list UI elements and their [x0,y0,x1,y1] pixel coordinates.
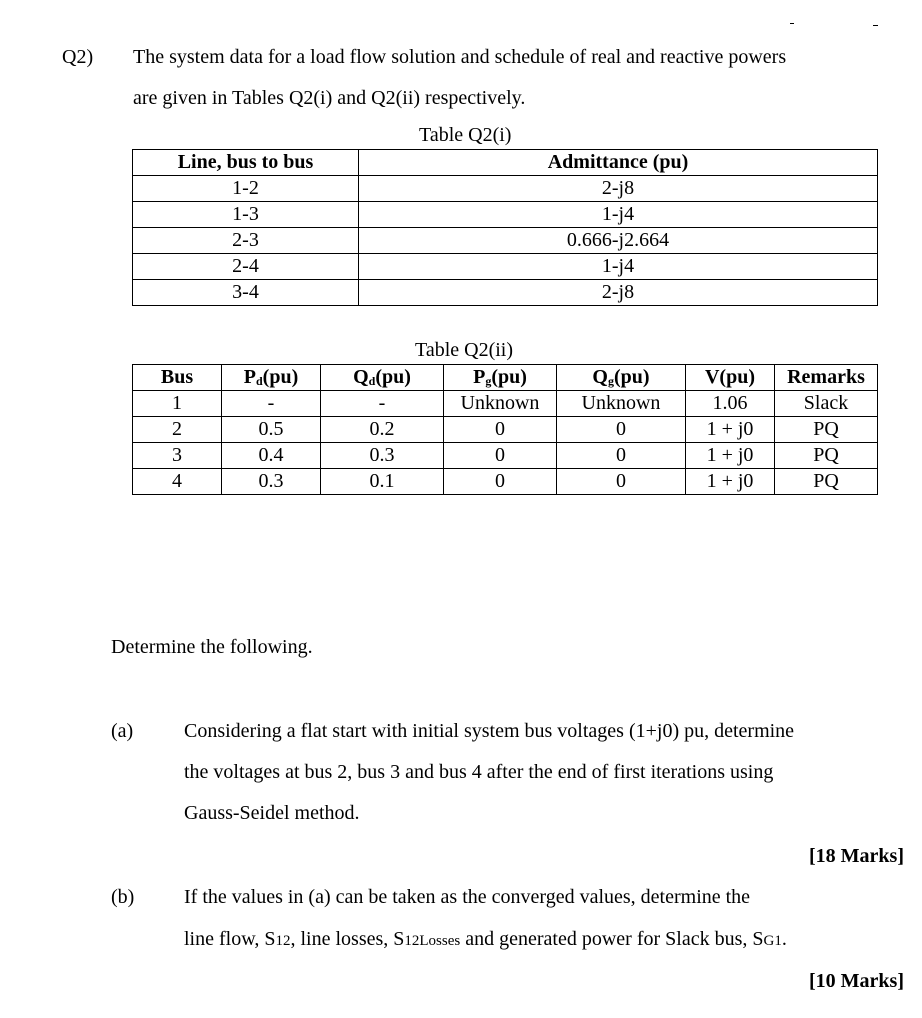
cell-pg: 0 [444,469,557,495]
cell-pg: 0 [444,417,557,443]
admittance-table [132,149,878,306]
cell-line: 2-4 [133,254,359,280]
table2-caption: Table Q2(ii) [415,339,514,361]
cell-remarks: Slack [775,391,878,417]
intro-line-2: are given in Tables Q2(i) and Q2(ii) respectively. [133,87,526,109]
column-header-v: V(pu) [686,365,775,391]
cell-v: 1 + j0 [686,443,775,469]
cell-remarks: PQ [775,443,878,469]
cell-line: 2-3 [133,228,359,254]
table-header-row [133,365,878,391]
sg1-subscript: G1 [763,933,782,949]
cell-v: 1.06 [686,391,775,417]
table-row [133,228,878,254]
cell-pd: 0.4 [222,443,321,469]
table-row [133,202,878,228]
part-a-label: (a) [111,720,134,742]
table-row [133,443,878,469]
cell-line: 3-4 [133,280,359,306]
cell-admittance: 2-j8 [359,176,878,202]
column-header-admittance: Admittance (pu) [359,150,878,176]
table1-caption: Table Q2(i) [419,124,512,146]
table-row [133,417,878,443]
table-row [133,391,878,417]
cell-pg: 0 [444,443,557,469]
cell-qg: 0 [557,469,686,495]
column-header-qd: $Q_d(pu)$ [321,365,444,391]
table-header-row [133,150,878,176]
question-number: Q2) [62,46,94,68]
column-header-pd: $P_d(pu)$ [222,365,321,391]
bus-schedule-table [132,364,878,495]
cell-pd: - [222,391,321,417]
part-b-marks: [10 Marks] [809,970,904,992]
cell-v: 1 + j0 [686,469,775,495]
s12losses-subscript: 12Losses [404,933,461,949]
cell-qd: 0.3 [321,443,444,469]
cell-v: 1 + j0 [686,417,775,443]
scan-mark [790,23,794,24]
scan-mark [873,25,878,26]
table-row [133,469,878,495]
table-row [133,254,878,280]
cell-qg: 0 [557,417,686,443]
cell-pg: Unknown [444,391,557,417]
cell-bus: 1 [133,391,222,417]
part-a-line-2: the voltages at bus 2, bus 3 and bus 4 after the end of first iterations using [184,761,774,783]
table-row [133,280,878,306]
cell-admittance: 1-j4 [359,254,878,280]
cell-line: 1-3 [133,202,359,228]
cell-remarks: PQ [775,469,878,495]
determine-heading: Determine the following. [111,636,313,658]
cell-qg: Unknown [557,391,686,417]
cell-pd: 0.5 [222,417,321,443]
column-header-pg: $P_g(pu)$ [444,365,557,391]
column-header-qg: $Q_g(pu)$ [557,365,686,391]
column-header-bus: Bus [133,365,222,391]
part-a-line-3: Gauss-Seidel method. [184,802,360,824]
cell-admittance: 0.666-j2.664 [359,228,878,254]
cell-bus: 3 [133,443,222,469]
column-header-remarks: Remarks [775,365,878,391]
cell-line: 1-2 [133,176,359,202]
s12-subscript: 12 [275,933,291,949]
cell-remarks: PQ [775,417,878,443]
cell-qd: 0.1 [321,469,444,495]
cell-pd: 0.3 [222,469,321,495]
column-header-line: Line, bus to bus [133,150,359,176]
table-row [133,176,878,202]
cell-qg: 0 [557,443,686,469]
part-a-marks: [18 Marks] [809,845,904,867]
part-a-line-1: Considering a flat start with initial system bus voltages (1+j0) pu, determine [184,720,795,742]
cell-qd: 0.2 [321,417,444,443]
cell-bus: 2 [133,417,222,443]
part-b-line-1: If the values in (a) can be taken as the converged values, determine the [184,886,751,908]
cell-admittance: 1-j4 [359,202,878,228]
part-b-label: (b) [111,886,135,908]
part-b-line-2: line flow, S12, line losses, S12Losses and generated power for Slack bus, SG1. [184,928,787,950]
cell-bus: 4 [133,469,222,495]
cell-qd: - [321,391,444,417]
intro-line-1: The system data for a load flow solution and schedule of real and reactive powers [133,46,787,68]
cell-admittance: 2-j8 [359,280,878,306]
